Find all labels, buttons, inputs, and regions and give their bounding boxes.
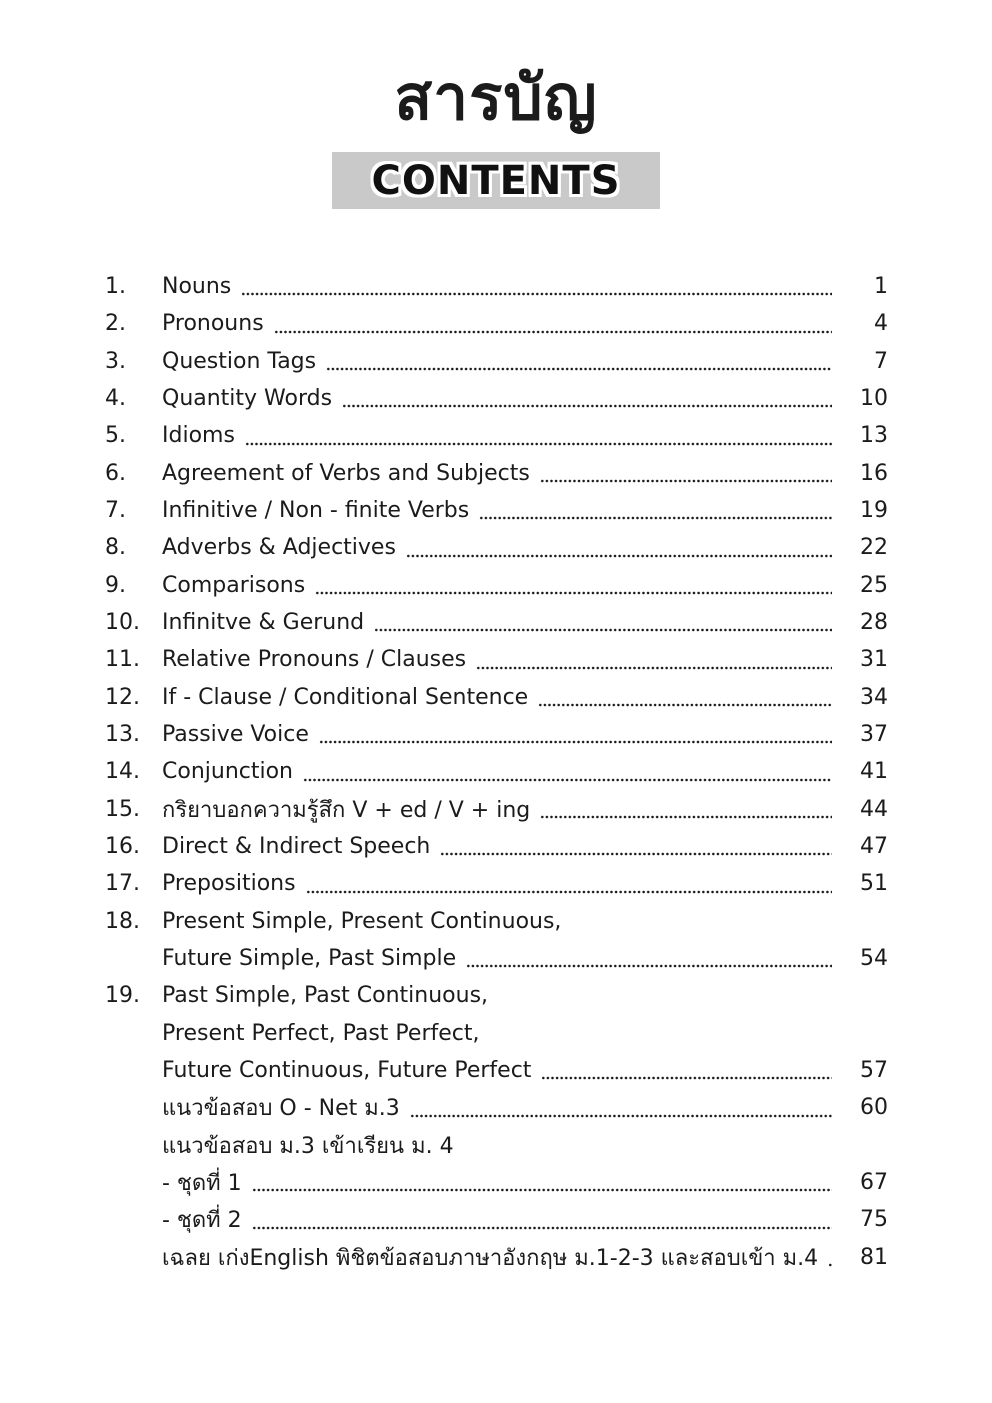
toc-row-number: 8. xyxy=(105,535,126,561)
toc-row-page: 7 xyxy=(874,348,888,374)
toc-row-page: 28 xyxy=(860,610,888,636)
toc-row-title: กริยาบอกความรู้สึก V + ed / V + ing xyxy=(162,797,531,823)
page-title-thai: สารบัญ xyxy=(394,61,598,134)
toc-row-title: - ชุดที่ 2 xyxy=(162,1208,242,1234)
toc-row-title: Pronouns xyxy=(162,311,264,337)
dotted-leader xyxy=(274,330,832,334)
toc-row-number: 6. xyxy=(105,460,126,486)
toc-row xyxy=(105,567,888,604)
toc-row-title: Quantity Words xyxy=(162,386,333,412)
toc-row-title: เฉลย เก่งEnglish พิชิตข้อสอบภาษาอังกฤษ ม.1-2-3 และสอบเข้า ม.4 xyxy=(162,1245,819,1271)
toc-row-page: 57 xyxy=(860,1058,888,1084)
toc-row xyxy=(105,865,888,902)
dotted-leader xyxy=(252,1188,832,1192)
toc-row xyxy=(105,716,888,753)
toc-row-title: Comparisons xyxy=(162,572,306,598)
toc-row-number: 3. xyxy=(105,348,126,374)
toc-row-title: Question Tags xyxy=(162,348,317,374)
toc-row-number: 10. xyxy=(105,610,140,636)
toc-row-number: 4. xyxy=(105,386,126,412)
toc-row xyxy=(105,1127,888,1164)
dotted-leader xyxy=(538,703,832,707)
dotted-leader xyxy=(303,778,832,782)
toc-row-title: Past Simple, Past Continuous, xyxy=(162,983,489,1009)
toc-row-title: Future Simple, Past Simple xyxy=(162,946,457,972)
toc-row xyxy=(105,791,888,828)
toc-row xyxy=(105,977,888,1014)
dotted-leader xyxy=(479,516,832,520)
toc-row-title: If - Clause / Conditional Sentence xyxy=(162,684,529,710)
toc-row xyxy=(105,641,888,678)
toc-row-number: 17. xyxy=(105,871,140,897)
toc-row-title: Conjunction xyxy=(162,759,294,785)
toc-row-page: 67 xyxy=(860,1170,888,1196)
toc-row-title: Future Continuous, Future Perfect xyxy=(162,1058,532,1084)
toc-row-page: 47 xyxy=(860,834,888,860)
toc-row-title: Prepositions xyxy=(162,871,296,897)
toc-row-number: 14. xyxy=(105,759,140,785)
toc-row-page: 10 xyxy=(860,386,888,412)
toc-row-number: 7. xyxy=(105,498,126,524)
toc-row xyxy=(105,753,888,790)
dotted-leader xyxy=(245,442,832,446)
dotted-leader xyxy=(541,1076,832,1080)
dotted-leader xyxy=(252,1226,832,1230)
dotted-leader xyxy=(326,367,832,371)
dotted-leader xyxy=(440,852,832,856)
toc-row xyxy=(105,305,888,342)
toc-row xyxy=(105,679,888,716)
toc-row xyxy=(105,529,888,566)
dotted-leader xyxy=(315,591,832,595)
contents-banner-label: CONTENTS xyxy=(371,157,621,204)
toc-row-page: 25 xyxy=(860,572,888,598)
toc-row-title: แนวข้อสอบ O - Net ม.3 xyxy=(162,1096,400,1122)
toc-row-number: 9. xyxy=(105,572,126,598)
toc-row xyxy=(105,417,888,454)
toc-row-number: 15. xyxy=(105,796,140,822)
toc-row-number: 13. xyxy=(105,722,140,748)
toc-row xyxy=(105,604,888,641)
toc-row xyxy=(105,343,888,380)
toc-row-page: 16 xyxy=(860,460,888,486)
toc-row-page: 19 xyxy=(860,498,888,524)
toc-row-number: 12. xyxy=(105,684,140,710)
toc-row-number: 5. xyxy=(105,423,126,449)
toc-row-page: 44 xyxy=(860,796,888,822)
toc-row-page: 75 xyxy=(860,1207,888,1233)
dotted-leader xyxy=(476,666,832,670)
toc-row-number: 1. xyxy=(105,274,126,300)
dotted-leader xyxy=(342,404,832,408)
toc-row-page: 31 xyxy=(860,647,888,673)
toc-row-number: 11. xyxy=(105,647,140,673)
toc-row xyxy=(105,1015,888,1052)
toc-list xyxy=(105,268,888,1276)
toc-row-page: 22 xyxy=(860,535,888,561)
toc-row-title: Infinitive / Non - finite Verbs xyxy=(162,498,470,524)
dotted-leader xyxy=(540,479,832,483)
toc-row-title: Relative Pronouns / Clauses xyxy=(162,647,467,673)
dotted-leader xyxy=(374,628,832,632)
dotted-leader xyxy=(406,554,832,558)
toc-row-number: 2. xyxy=(105,311,126,337)
toc-row xyxy=(105,1052,888,1089)
toc-row xyxy=(105,1089,888,1126)
toc-row xyxy=(105,1164,888,1201)
toc-row-page: 60 xyxy=(860,1095,888,1121)
toc-row-page: 54 xyxy=(860,946,888,972)
toc-row-number: 16. xyxy=(105,834,140,860)
dotted-leader xyxy=(319,740,832,744)
dotted-leader xyxy=(410,1114,832,1118)
toc-row xyxy=(105,455,888,492)
toc-row xyxy=(105,940,888,977)
toc-row-title: Nouns xyxy=(162,274,232,300)
toc-row-page: 34 xyxy=(860,684,888,710)
toc-row xyxy=(105,268,888,305)
toc-row xyxy=(105,828,888,865)
toc-row xyxy=(105,380,888,417)
dotted-leader xyxy=(306,890,832,894)
toc-row-page: 37 xyxy=(860,722,888,748)
toc-row xyxy=(105,1201,888,1238)
dotted-leader xyxy=(828,1263,832,1267)
toc-row-page: 41 xyxy=(860,759,888,785)
toc-row-title: Passive Voice xyxy=(162,722,309,748)
toc-row-number: 19. xyxy=(105,983,140,1009)
toc-row-title: Present Perfect, Past Perfect, xyxy=(162,1020,480,1046)
toc-row-number: 18. xyxy=(105,908,140,934)
toc-row-page: 51 xyxy=(860,871,888,897)
toc-row-title: Agreement of Verbs and Subjects xyxy=(162,460,530,486)
toc-row xyxy=(105,903,888,940)
toc-row-page: 13 xyxy=(860,423,888,449)
toc-row-title: - ชุดที่ 1 xyxy=(162,1171,242,1197)
toc-row-title: Direct & Indirect Speech xyxy=(162,834,431,860)
toc-row-title: Present Simple, Present Continuous, xyxy=(162,908,562,934)
contents-banner xyxy=(332,152,660,209)
toc-row-title: Idioms xyxy=(162,423,235,449)
toc-row xyxy=(105,1239,888,1276)
toc-row-title: Adverbs & Adjectives xyxy=(162,535,396,561)
dotted-leader xyxy=(540,815,832,819)
toc-row-title: แนวข้อสอบ ม.3 เข้าเรียน ม. 4 xyxy=(162,1133,454,1159)
dotted-leader xyxy=(466,964,832,968)
toc-row-page: 81 xyxy=(860,1244,888,1270)
toc-row-title: Infinitve & Gerund xyxy=(162,610,365,636)
dotted-leader xyxy=(241,292,832,296)
toc-row-page: 1 xyxy=(874,274,888,300)
toc-row xyxy=(105,492,888,529)
toc-row-page: 4 xyxy=(874,311,888,337)
